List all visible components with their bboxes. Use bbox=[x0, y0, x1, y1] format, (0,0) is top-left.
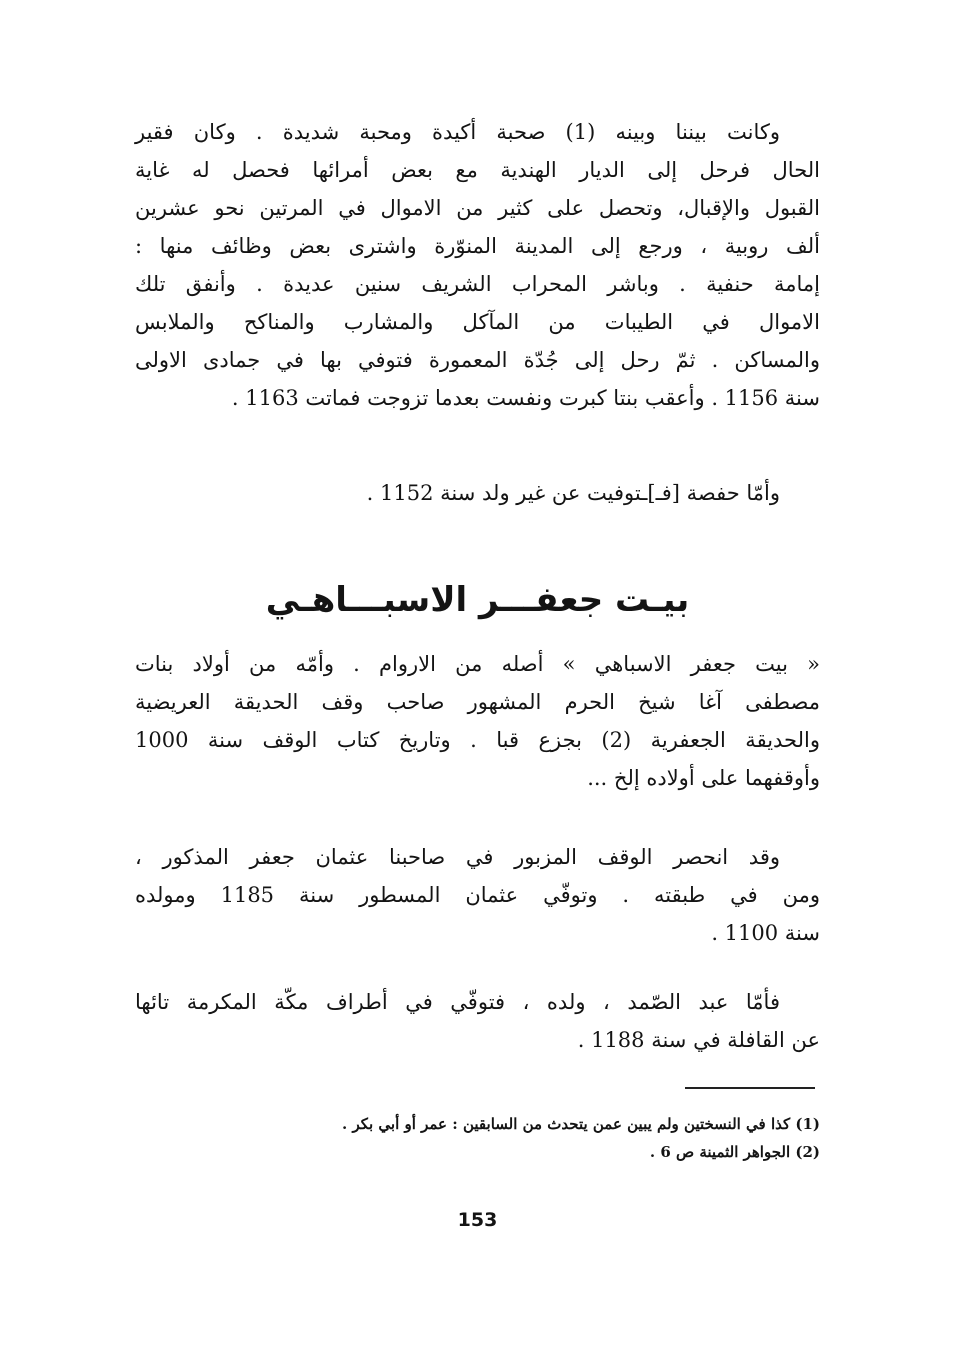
text-line: عن القافلة في سنة 1188 . bbox=[577, 1028, 820, 1052]
text-line: وأمّا حفصة [فـ]ـتوفيت عن غير ولد سنة 1152 . bbox=[366, 481, 780, 505]
text-line: الاموال في الطيبات من المآكل والمشارب والمناكح والملابس bbox=[135, 310, 820, 334]
text-line: سنة 1156 . وأعقب بنتا كبرت ونفست بعدما تزوجت فماتت 1163 . bbox=[231, 386, 820, 410]
footnote-divider bbox=[685, 1087, 815, 1089]
text-line: وكانت بيننا وبينه (1) صحبة أكيدة ومحبة شديدة . وكان فقير bbox=[135, 120, 780, 144]
footnote-1: (1) كذا في النسختين ولم يبين عمن يتحدث من السابقين : عمر أو أبي بكر . bbox=[342, 1115, 820, 1133]
footnote-2: (2) الجواهر الثمينة ص 6 . bbox=[649, 1143, 820, 1161]
text-line: ألف روبية ، ورجع إلى المدينة المنوّرة واشترى بعض وظائف منها : bbox=[135, 234, 820, 258]
text-line: والحديقة الجعفرية (2) بجزع قبا . وتاريخ كتاب الوقف سنة 1000 bbox=[135, 728, 820, 752]
text-line: مصطفى آغا شيخ الحرم المشهور صاحب وقف الحديقة العريضية bbox=[135, 690, 820, 714]
text-line: سنة 1100 . bbox=[711, 921, 820, 945]
paragraph-4 bbox=[135, 838, 820, 952]
text-line: والمساكن . ثمّ رحل إلى جُدّة المعمورة فتوفي بها في جمادى الاولى bbox=[135, 348, 820, 372]
paragraph-1 bbox=[135, 113, 820, 417]
section-heading: بيـت جعفـــر الاسبـــاهـي bbox=[265, 580, 690, 620]
text-line: إمامة حنفية . وباشر المحراب الشريف سنين عديدة . وأنفق تلك bbox=[135, 272, 820, 296]
text-line: فأمّا عبد الصّمد ، ولده ، فتوفّي في أطراف مكّة المكرمة تائها bbox=[135, 990, 780, 1014]
paragraph-5 bbox=[135, 983, 820, 1059]
text-line: « بيت جعفر الاسباهي » أصله من الاروام . وأمّه من أولاد بنات bbox=[135, 652, 820, 676]
text-line: وقد انحصر الوقف المزبور في صاحبنا عثمان جعفر المذكور ، bbox=[135, 845, 780, 869]
text-line: الحال فرحل إلى الديار الهندية مع بعض أمرائها فحصل له غاية bbox=[135, 158, 820, 182]
footnotes bbox=[130, 1110, 820, 1166]
paragraph-3 bbox=[135, 645, 820, 797]
text-line: وأوقفهما على أولاده إلخ ... bbox=[587, 766, 820, 790]
paragraph-2 bbox=[135, 474, 820, 512]
page-number: 153 bbox=[457, 1209, 498, 1231]
text-line: ومن في طبقته . وتوفّي عثمان المسطور سنة 1185 ومولده bbox=[135, 883, 821, 907]
text-line: القبول والإقبال، وتحصل على كثير من الاموال في المرتين نحو عشرين bbox=[135, 196, 820, 220]
